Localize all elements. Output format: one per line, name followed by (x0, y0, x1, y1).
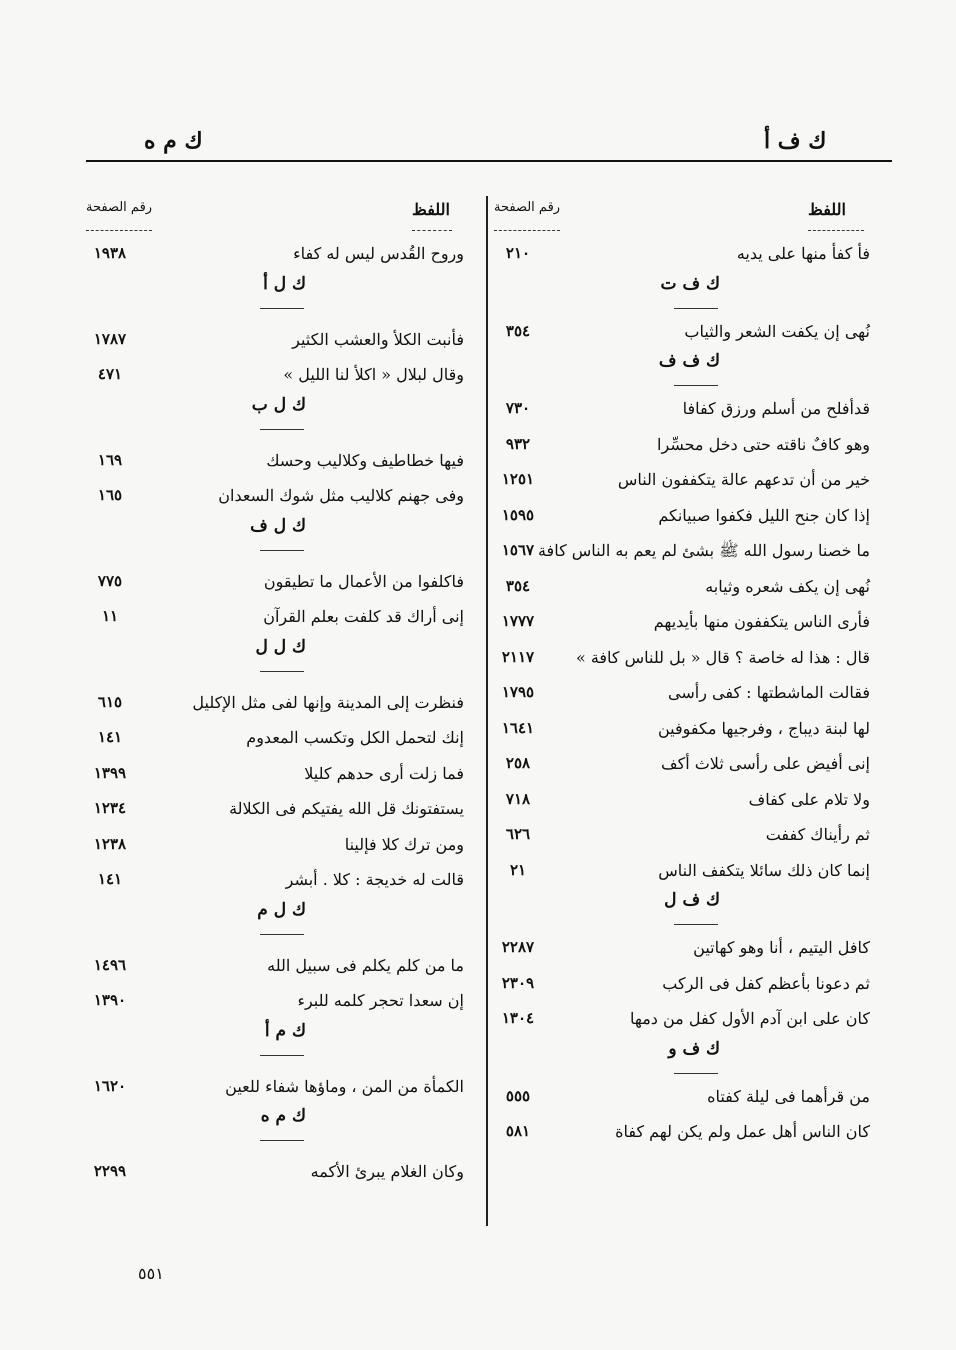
left-root-underline (260, 1140, 304, 1141)
right-entry-page-number: ٩٣٢ (505, 434, 531, 453)
left-entry-phrase: ومن ترك كلا فإلينا (344, 834, 464, 854)
right-root-underline (674, 924, 718, 925)
right-column-page-heading-underline (494, 230, 560, 231)
right-root-underline (674, 1073, 718, 1074)
left-entry-page-number: ١٤١ (97, 728, 123, 746)
right-entry-page-number: ١٦٤١ (501, 718, 535, 737)
left-entry-phrase: ما من كلم يكلم فى سبيل الله (267, 955, 464, 975)
right-entry-phrase: إنى أفيض على رأسى ثلاث أكف (661, 754, 870, 773)
right-entry-phrase: لها لبنة ديباج ، وفرجيها مكفوفين (657, 718, 870, 738)
left-entry-phrase: يستفتونك قل الله يفتيكم فى الكلالة (229, 799, 464, 818)
left-entry-page-number: ٧٧٥ (97, 571, 123, 590)
left-entry-phrase: فيها خطاطيف وكلاليب وحسك (266, 450, 464, 470)
left-root-heading: ك م أ (264, 1020, 306, 1041)
right-entry-page-number: ١٧٩٥ (501, 683, 535, 701)
right-entry-phrase: من قرأهما فى ليلة كفتاه (707, 1086, 870, 1106)
right-entry-page-number: ١٣٠٤ (501, 1009, 535, 1027)
left-column-word-heading: اللفظ (412, 200, 450, 219)
left-entry-phrase: وروح القُدس ليس له كفاء (293, 244, 464, 263)
left-entry-page-number: ١٦٢٠ (93, 1076, 127, 1095)
right-entry-page-number: ٥٥٥ (505, 1086, 531, 1105)
column-divider (486, 196, 488, 1226)
header-right-title: ك ف أ (764, 128, 827, 154)
left-root-heading: ك م ه (260, 1106, 306, 1126)
right-entry-page-number: ٣٥٤ (505, 321, 531, 340)
right-entry-phrase: قال : هذا له خاصة ؟ قال « بل للناس كافة » (575, 647, 870, 667)
right-entry-phrase: نُهى إن يكف شعره وثيابه (705, 576, 870, 596)
left-entry-phrase: وفى جهنم كلاليب مثل شوك السعدان (218, 486, 464, 505)
right-entry-phrase: ثم رأيناك كففت (765, 825, 870, 844)
footer-page-number: ٥٥١ (138, 1264, 164, 1283)
left-root-heading: ك ل أ (263, 273, 306, 294)
right-entry-page-number: ٢٥٨ (505, 754, 531, 772)
left-entry-phrase: إنى أراك قد كلفت بعلم القرآن (263, 607, 464, 626)
left-root-heading: ك ل ف (250, 515, 306, 536)
left-root-heading: ك ل م (257, 899, 306, 920)
header-left-title: ك م ه (144, 128, 203, 154)
left-entry-phrase: وكان الغلام يبرئ الأكمه (310, 1162, 464, 1181)
right-entry-page-number: ٧١٨ (505, 789, 531, 808)
left-entry-page-number: ١٧٨٧ (93, 329, 127, 348)
right-entry-page-number: ١٧٧٧ (501, 612, 535, 630)
right-entry-phrase: كان الناس أهل عمل ولم يكن لهم كفاة (615, 1122, 870, 1141)
right-entry-page-number: ٢١٠ (505, 244, 531, 262)
left-entry-page-number: ١٣٩٠ (93, 991, 127, 1009)
right-column-word-heading: اللفظ (808, 200, 846, 219)
left-entry-page-number: ٢٢٩٩ (93, 1162, 127, 1180)
right-root-heading: ك ف و (668, 1038, 720, 1059)
right-root-heading: ك ف ل (664, 890, 720, 910)
right-entry-phrase: وهو كافٌ ناقته حتى دخل محسِّرا (657, 434, 870, 454)
left-entry-page-number: ٤٧١ (97, 365, 123, 383)
right-root-underline (674, 385, 718, 386)
right-entry-page-number: ١٥٩٥ (501, 505, 535, 524)
right-entry-phrase: فأرى الناس يتكففون منها بأيديهم (653, 612, 870, 631)
right-entry-phrase: نُهى إن يكفت الشعر والثياب (684, 321, 870, 341)
left-entry-page-number: ١٦٥ (97, 486, 123, 504)
left-column-page-heading: رقم الصفحة (86, 200, 153, 215)
right-root-heading: ك ف ت (660, 273, 720, 294)
right-entry-phrase: ثم دعونا بأعظم كفل فى الركب (662, 973, 870, 993)
right-entry-phrase: كان على ابن آدم الأول كفل من دمها (629, 1009, 870, 1028)
left-entry-page-number: ١٦٩ (97, 450, 123, 469)
left-entry-phrase: إن سعدا تحجر كلمه للبرء (297, 991, 464, 1010)
right-entry-page-number: ٢٢٨٧ (501, 938, 535, 956)
left-root-underline (260, 308, 304, 309)
left-entry-phrase: فاكلفوا من الأعمال ما تطيقون (263, 571, 464, 591)
right-entry-page-number: ١٢٥١ (501, 470, 535, 488)
right-entry-phrase: قدأفلح من أسلم ورزق كفافا (682, 399, 870, 418)
left-column-word-heading-underline (412, 230, 452, 231)
right-entry-page-number: ٥٨١ (505, 1122, 531, 1140)
right-entry-phrase: إنما كان ذلك سائلا يتكفف الناس (658, 860, 870, 880)
left-root-underline (260, 550, 304, 551)
right-entry-page-number: ٧٣٠ (505, 399, 531, 417)
left-root-underline (260, 671, 304, 672)
left-entry-phrase: فأنبت الكلأ والعشب الكثير (292, 329, 464, 349)
right-entry-page-number: ١٥٦٧ (501, 541, 535, 559)
right-column-page-heading: رقم الصفحة (494, 200, 561, 215)
right-entry-page-number: ٣٥٤ (505, 576, 531, 595)
right-entry-phrase: ولا تلام على كفاف (748, 789, 870, 809)
left-entry-phrase: فما زلت أرى حدهم كليلا (304, 763, 464, 783)
right-entry-page-number: ٢١١٧ (501, 647, 535, 666)
right-entry-phrase: كافل اليتيم ، أنا وهو كهاتين (693, 938, 870, 957)
left-entry-page-number: ١٤١ (97, 870, 123, 888)
left-entry-phrase: قالت له خديجة : كلا . أبشر (285, 870, 464, 889)
right-root-underline (674, 308, 718, 309)
left-column-page-heading-underline (86, 230, 152, 231)
left-entry-page-number: ٦١٥ (97, 692, 123, 711)
right-entry-phrase: خير من أن تدعهم عالة يتكففون الناس (617, 470, 870, 489)
left-entry-page-number: ١٩٣٨ (93, 244, 127, 262)
left-root-underline (260, 429, 304, 430)
left-root-underline (260, 1055, 304, 1056)
right-entry-page-number: ٢٣٠٩ (501, 973, 535, 992)
right-column-word-heading-underline (808, 230, 864, 231)
left-entry-page-number: ١١ (101, 607, 119, 625)
left-entry-page-number: ١٤٩٦ (93, 955, 127, 974)
left-root-heading: ك ل ل (255, 636, 306, 657)
left-entry-page-number: ١٣٩٩ (93, 763, 127, 782)
right-entry-page-number: ٢١ (509, 860, 527, 879)
left-entry-page-number: ١٢٣٤ (93, 799, 127, 817)
right-root-heading: ك ف ف (658, 351, 720, 371)
left-root-underline (260, 934, 304, 935)
left-root-heading: ك ل ب (251, 394, 306, 415)
left-entry-phrase: الكمأة من المن ، وماؤها شفاء للعين (225, 1076, 464, 1096)
right-entry-phrase: ما خصنا رسول الله ﷺ بشئ لم يعم به الناس كافة (537, 541, 870, 560)
left-entry-phrase: وقال لبلال « اكلأ لنا الليل » (283, 365, 464, 384)
header-rule (86, 160, 892, 162)
right-entry-phrase: إذا كان جنح الليل فكفوا صبيانكم (658, 505, 870, 525)
right-entry-page-number: ٦٢٦ (505, 825, 531, 843)
right-entry-phrase: فأ كفأ منها على يديه (736, 244, 870, 263)
left-entry-phrase: فنظرت إلى المدينة وإنها لفى مثل الإكليل (192, 692, 464, 712)
left-entry-phrase: إنك لتحمل الكل وتكسب المعدوم (246, 728, 464, 747)
right-entry-phrase: فقالت الماشطتها : كفى رأسى (668, 683, 870, 702)
left-entry-page-number: ١٢٣٨ (93, 834, 127, 853)
